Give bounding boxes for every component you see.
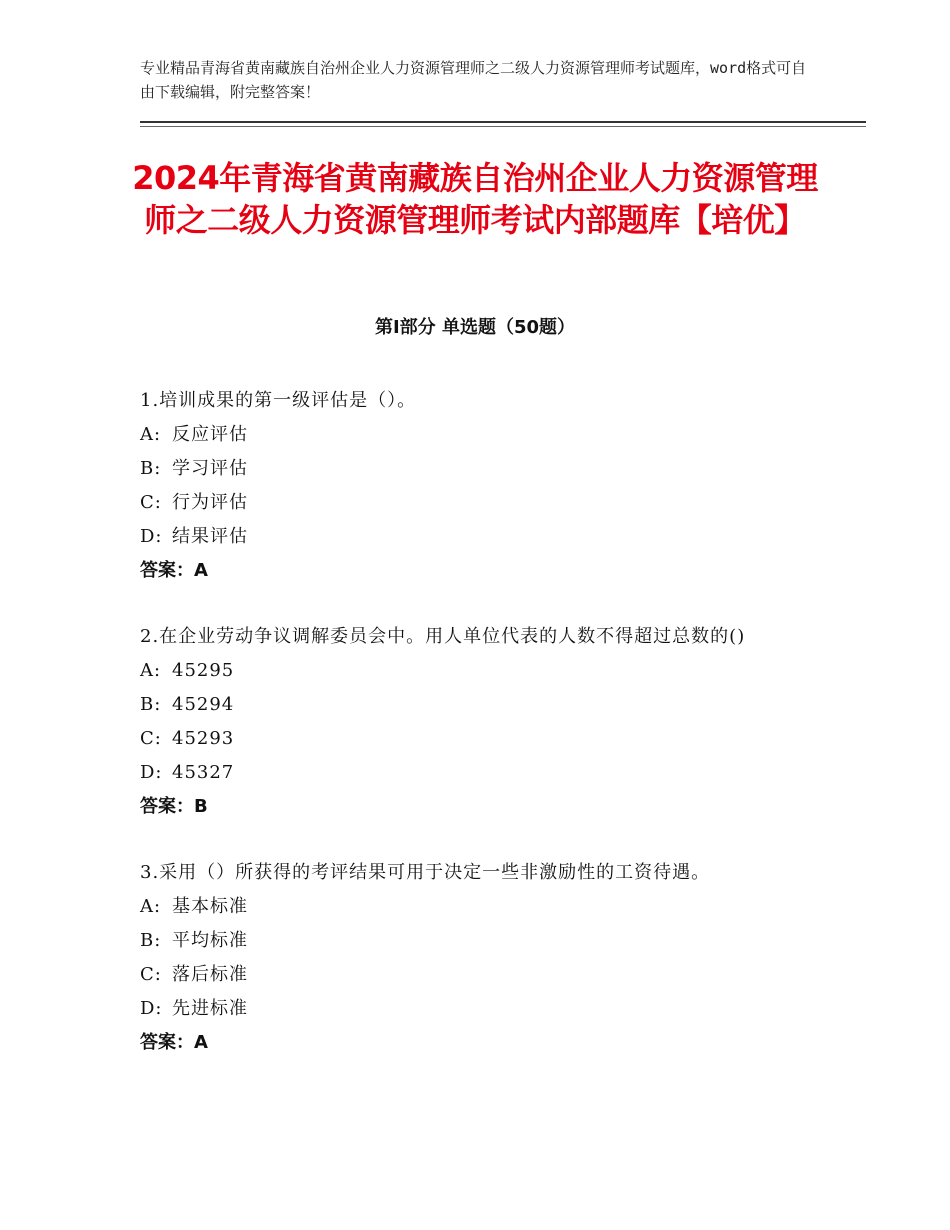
option-text: 落后标准 bbox=[172, 964, 248, 985]
header-rule-thick bbox=[140, 121, 866, 123]
question-2 bbox=[140, 620, 820, 824]
question-stem: 2.在企业劳动争议调解委员会中。用人单位代表的人数不得超过总数的() bbox=[140, 626, 746, 647]
option-label: D: bbox=[140, 762, 163, 783]
answer: 答案：B bbox=[140, 796, 208, 817]
header-rule-thin bbox=[140, 126, 866, 127]
option-d bbox=[140, 756, 820, 790]
option-label: C: bbox=[140, 728, 162, 749]
option-text: 45295 bbox=[172, 660, 235, 681]
answer: 答案：A bbox=[140, 560, 208, 581]
option-text: 基本标准 bbox=[172, 896, 248, 917]
option-c bbox=[140, 958, 820, 992]
option-c bbox=[140, 486, 820, 520]
option-label: C: bbox=[140, 492, 162, 513]
option-text: 45327 bbox=[172, 762, 235, 783]
option-text: 行为评估 bbox=[172, 492, 248, 513]
option-d bbox=[140, 520, 820, 554]
question-list bbox=[140, 384, 820, 1092]
option-text: 45294 bbox=[172, 694, 235, 715]
option-b bbox=[140, 452, 820, 486]
option-label: A: bbox=[140, 896, 162, 917]
question-stem: 3.采用（）所获得的考评结果可用于决定一些非激励性的工资待遇。 bbox=[140, 862, 711, 883]
section-title: 第Ⅰ部分 单选题（50题） bbox=[374, 317, 575, 338]
header-note: 专业精品青海省黄南藏族自治州企业人力资源管理师之二级人力资源管理师考试题库，word格式可自由下载编辑，附完整答案！ bbox=[140, 59, 807, 101]
option-d bbox=[140, 992, 820, 1026]
option-label: D: bbox=[140, 998, 163, 1019]
option-text: 反应评估 bbox=[172, 424, 248, 445]
option-label: C: bbox=[140, 964, 162, 985]
option-label: A: bbox=[140, 424, 162, 445]
option-text: 45293 bbox=[172, 728, 235, 749]
option-a bbox=[140, 418, 820, 452]
option-text: 平均标准 bbox=[172, 930, 248, 951]
option-label: B: bbox=[140, 694, 162, 715]
question-stem: 1.培训成果的第一级评估是（）。 bbox=[140, 390, 417, 411]
option-text: 学习评估 bbox=[172, 458, 248, 479]
option-text: 先进标准 bbox=[172, 998, 248, 1019]
option-label: A: bbox=[140, 660, 162, 681]
option-a bbox=[140, 654, 820, 688]
answer: 答案：A bbox=[140, 1032, 208, 1053]
option-b bbox=[140, 924, 820, 958]
option-label: B: bbox=[140, 930, 162, 951]
question-1 bbox=[140, 384, 820, 588]
document-title: 2024年青海省黄南藏族自治州企业人力资源管理师之二级人力资源管理师考试内部题库【培优】 bbox=[132, 159, 818, 239]
option-b bbox=[140, 688, 820, 722]
option-a bbox=[140, 890, 820, 924]
option-label: D: bbox=[140, 526, 163, 547]
option-text: 结果评估 bbox=[172, 526, 248, 547]
option-c bbox=[140, 722, 820, 756]
option-label: B: bbox=[140, 458, 162, 479]
question-3 bbox=[140, 856, 820, 1060]
